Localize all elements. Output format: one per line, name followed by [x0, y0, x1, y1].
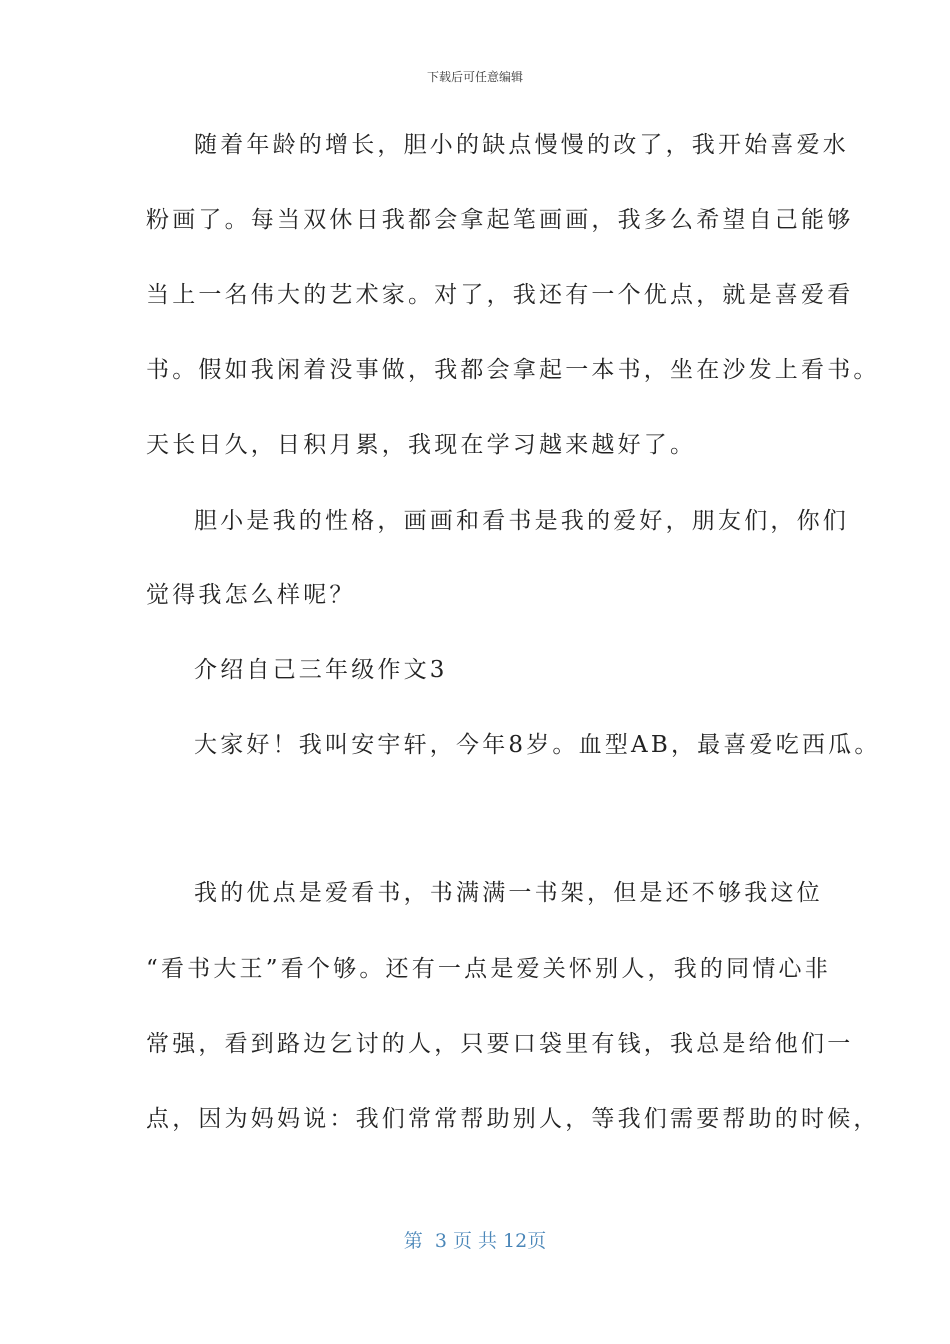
- text-line: 我的优点是爱看书，书满满一书架，但是还不够我这位: [194, 880, 823, 906]
- page-header: 下载后可任意编辑: [426, 70, 523, 84]
- text-line: “看书大王”看个够。还有一点是爱关怀别人，我的同情心非: [146, 956, 831, 982]
- text-line: 天长日久，日积月累，我现在学习越来越好了。: [146, 432, 697, 458]
- text-line: 粉画了。每当双休日我都会拿起笔画画，我多么希望自己能够: [146, 207, 854, 233]
- text-line: 当上一名伟大的艺术家。对了，我还有一个优点，就是喜爱看: [146, 282, 854, 308]
- text-line: 点，因为妈妈说：我们常常帮助别人，等我们需要帮助的时候，: [146, 1106, 880, 1132]
- text-line: 随着年龄的增长，胆小的缺点慢慢的改了，我开始喜爱水: [194, 132, 849, 158]
- page-number: 第 3 页 共 12页: [403, 1230, 547, 1252]
- text-line: 大家好！我叫安宇轩，今年8岁。血型AB，最喜爱吃西瓜。: [194, 732, 881, 758]
- section-heading: 介绍自己三年级作文3: [194, 657, 448, 683]
- text-line: 觉得我怎么样呢？: [146, 582, 356, 608]
- text-line: 胆小是我的性格，画画和看书是我的爱好，朋友们，你们: [194, 508, 849, 534]
- text-line: 书。假如我闲着没事做，我都会拿起一本书，坐在沙发上看书。: [146, 357, 880, 383]
- text-line: 常强，看到路边乞讨的人，只要口袋里有钱，我总是给他们一: [146, 1031, 854, 1057]
